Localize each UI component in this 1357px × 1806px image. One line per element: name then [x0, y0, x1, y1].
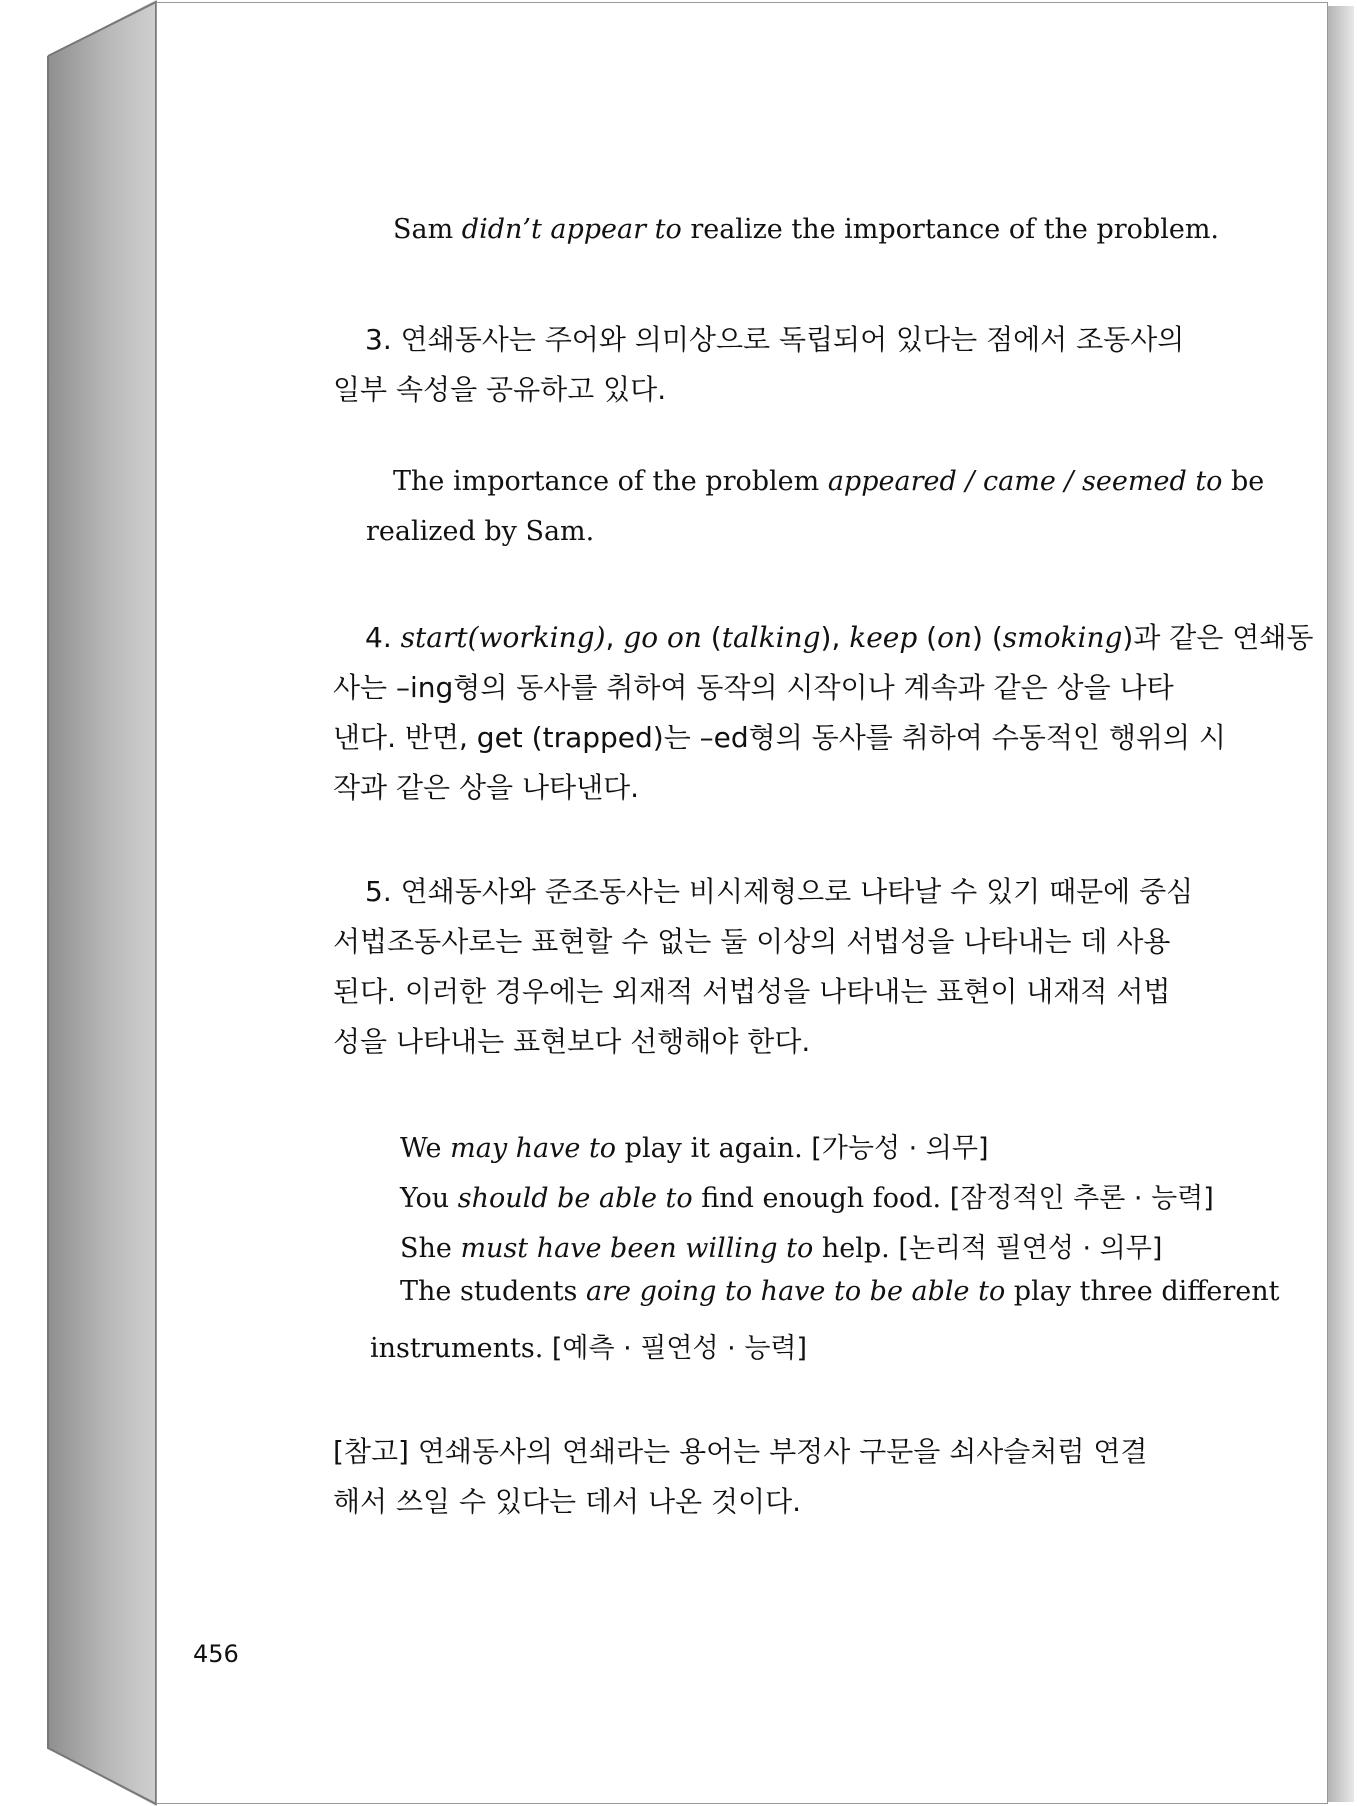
example-2-line-1-render: The importance of the problem appeared / came / seemed to be — [393, 466, 1265, 497]
example-sentence-1 — [393, 214, 1219, 245]
example-3 — [400, 1126, 988, 1165]
example-2-line-2: realized by Sam. — [366, 516, 595, 547]
note-line-1: [참고] 연쇄동사의 연쇄라는 용어는 부정사 구문을 쇠사슬처럼 연결 — [333, 1435, 1148, 1468]
point-5-line-3: 된다. 이러한 경우에는 외재적 서법성을 나타내는 표현이 내재적 서법 — [333, 975, 1171, 1008]
example-2-line-1 — [393, 466, 1265, 497]
point-5-line-4: 성을 나타내는 표현보다 선행해야 한다. — [333, 1025, 811, 1058]
point-4-line-3: 낸다. 반면, get (trapped)는 –ed형의 동사를 취하여 수동적인 행위의 시 — [333, 721, 1226, 754]
example-4-render: You should be able to find enough food. [잠정적인 추론 · 능력] — [400, 1183, 1214, 1214]
point-3-line-2: 일부 속성을 공유하고 있다. — [333, 373, 667, 406]
example-5 — [400, 1226, 1162, 1265]
page-number: 456 — [193, 1640, 239, 1668]
example-3-render: We may have to play it again. [가능성 · 의무] — [400, 1133, 989, 1164]
example-6-line-1 — [400, 1276, 1280, 1307]
point-3-line-1: 3. 연쇄동사는 주어와 의미상으로 독립되어 있다는 점에서 조동사의 — [365, 323, 1185, 356]
example-5-render: She must have been willing to help. [논리적 필연성 · 의무] — [400, 1233, 1163, 1264]
example-6-line-2 — [370, 1326, 807, 1365]
note-line-2: 해서 쓰일 수 있다는 데서 나온 것이다. — [333, 1485, 802, 1518]
point-4-line-4: 작과 같은 상을 나타낸다. — [333, 771, 640, 804]
point-5-line-2: 서법조동사로는 표현할 수 없는 둘 이상의 서법성을 나타내는 데 사용 — [333, 925, 1171, 958]
book-spine — [48, 0, 156, 1806]
point-4-line-2: 사는 –ing형의 동사를 취하여 동작의 시작이나 계속과 같은 상을 나타 — [333, 671, 1174, 704]
example-4 — [400, 1176, 1214, 1215]
point-5-line-1: 5. 연쇄동사와 준조동사는 비시제형으로 나타날 수 있기 때문에 중심 — [365, 875, 1194, 908]
example-6-render: The students are going to have to be able to play three different — [400, 1276, 1280, 1307]
page-content — [178, 0, 1314, 1800]
point-4-line-1 — [365, 616, 1313, 656]
point-4-line-1-render: 4. start(working), go on (talking), keep (on) (smoking)과 같은 연쇄동 — [365, 621, 1314, 654]
example-6-line-2-render: instruments. [예측 · 필연성 · 능력] — [370, 1333, 808, 1364]
page-edge-shadow — [1326, 6, 1354, 1802]
example-1-render: Sam didn’t appear to realize the importance of the problem. — [393, 214, 1220, 245]
